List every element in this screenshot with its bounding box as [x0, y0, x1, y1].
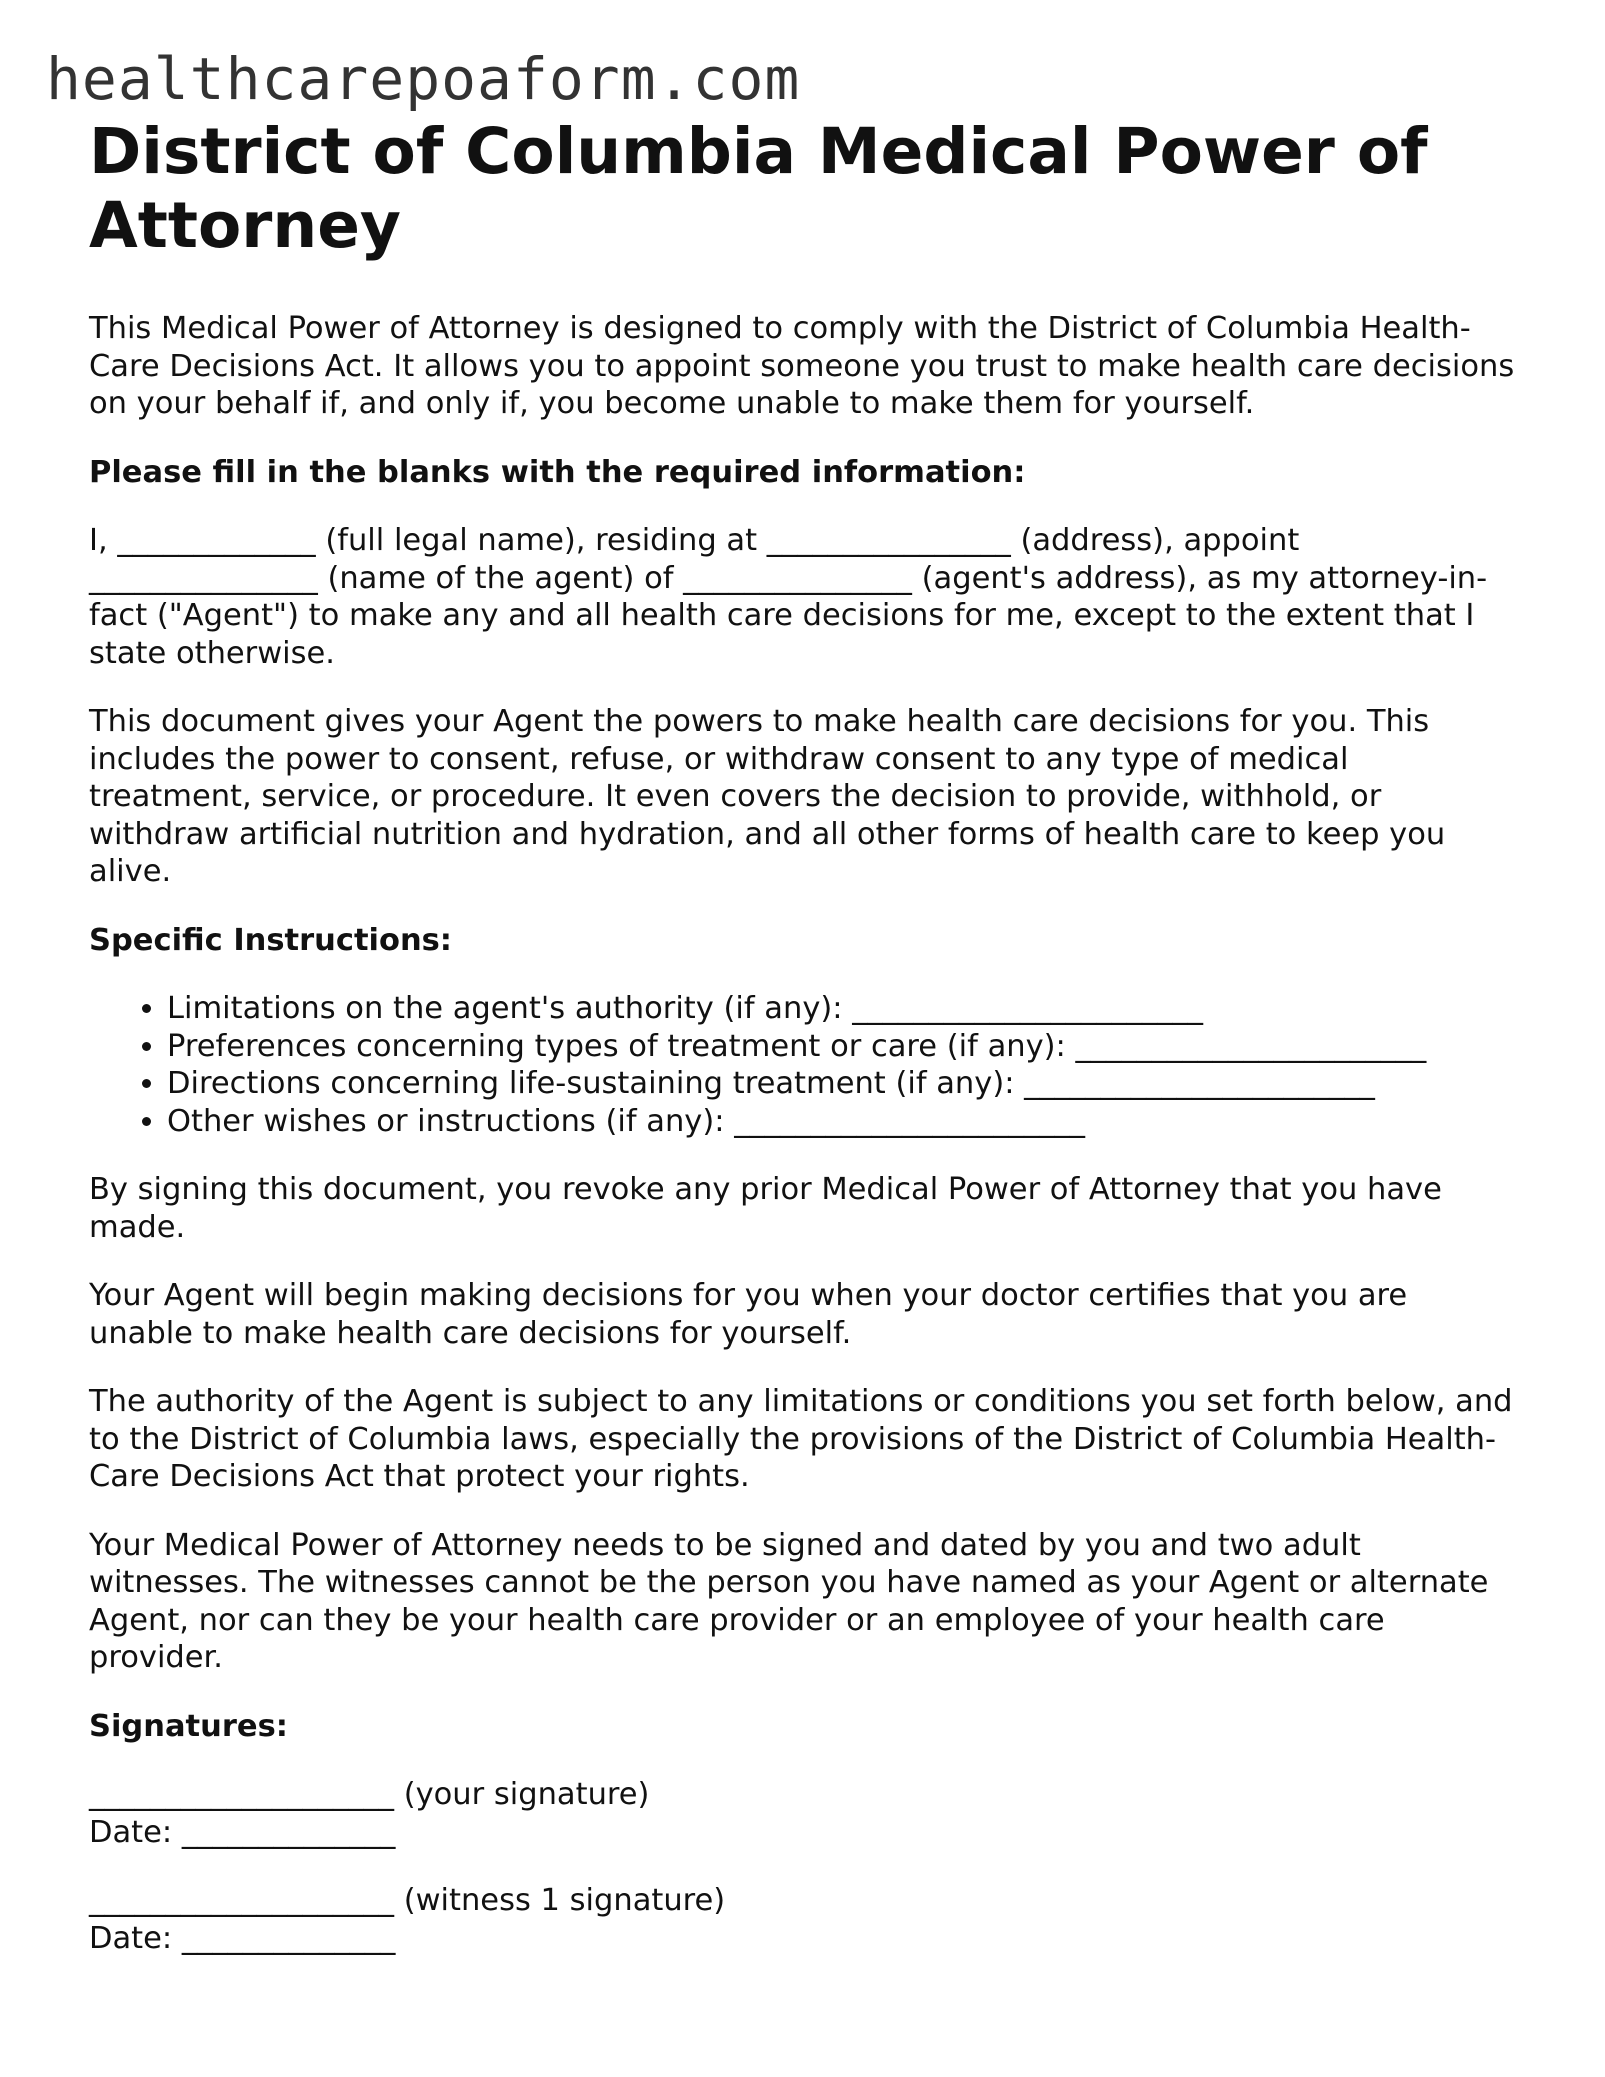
site-watermark: healthcarepoaform.com [46, 45, 801, 113]
signatures-heading: Signatures: [89, 1708, 288, 1744]
document-page [89, 115, 1519, 1988]
principal-signature-line: ____________________ (your signature) [89, 1777, 650, 1812]
witnesses-paragraph: Your Medical Power of Attorney needs to be signed and dated by you and two adult witnesses. The witnesses cannot be the person you have named as your Agent or alternate Agent, nor can they be your health care provider or an employee of your health care provider. [89, 1527, 1489, 1675]
witness-1-signature-line: ____________________ (witness 1 signature) [89, 1883, 726, 1918]
begin-paragraph: Your Agent will begin making decisions for you when your doctor certifies that you are unable to make health care decisions for yourself. [89, 1278, 1408, 1351]
signature-block-principal [89, 1776, 1519, 1851]
instruction-item-preferences: • Preferences concerning types of treatment or care (if any): _______________________ [167, 1028, 1519, 1066]
appointment-paragraph: I, _____________ (full legal name), residing at ________________ (address), appoint _______________ (name of the agent) of _______________ (agent's address), as my attorney-in-fact ("Agent") to make any and all health care decisions for me, except to the extent that I state otherwise. [89, 523, 1488, 671]
instruction-item-other-wishes: • Other wishes or instructions (if any): _______________________ [167, 1103, 1519, 1141]
fill-heading: Please fill in the blanks with the required information: [89, 454, 1026, 490]
instruction-item-limitations: • Limitations on the agent's authority (if any): _______________________ [167, 990, 1519, 1028]
instructions-heading: Specific Instructions: [89, 922, 453, 958]
instructions-list [89, 990, 1519, 1140]
principal-date-line: Date: ______________ [89, 1814, 396, 1850]
instruction-item-life-sustaining: • Directions concerning life-sustaining treatment (if any): _______________________ [167, 1065, 1519, 1103]
powers-paragraph: This document gives your Agent the powers to make health care decisions for you. This includes the power to consent, refuse, or withdraw consent to any type of medical treatment, service, or procedure. It even covers the decision to provide, withhold, or withdraw artificial nutrition and hydration, and all other forms of health care to keep you alive. [89, 704, 1446, 889]
signature-block-witness-1 [89, 1882, 1519, 1957]
revoke-paragraph: By signing this document, you revoke any prior Medical Power of Attorney that you have made. [89, 1172, 1442, 1245]
document-title: District of Columbia Medical Power of Attorney [89, 115, 1428, 262]
intro-paragraph: This Medical Power of Attorney is designed to comply with the District of Columbia Health-Care Decisions Act. It allows you to appoint someone you trust to make health care decisions on your behalf if, and only if, you become unable to make them for yourself. [89, 311, 1515, 421]
witness-1-date-line: Date: ______________ [89, 1920, 396, 1956]
authority-paragraph: The authority of the Agent is subject to any limitations or conditions you set forth below, and to the District of Columbia laws, especially the provisions of the District of Columbia Health-Care Decisions Act that protect your rights. [89, 1384, 1513, 1494]
